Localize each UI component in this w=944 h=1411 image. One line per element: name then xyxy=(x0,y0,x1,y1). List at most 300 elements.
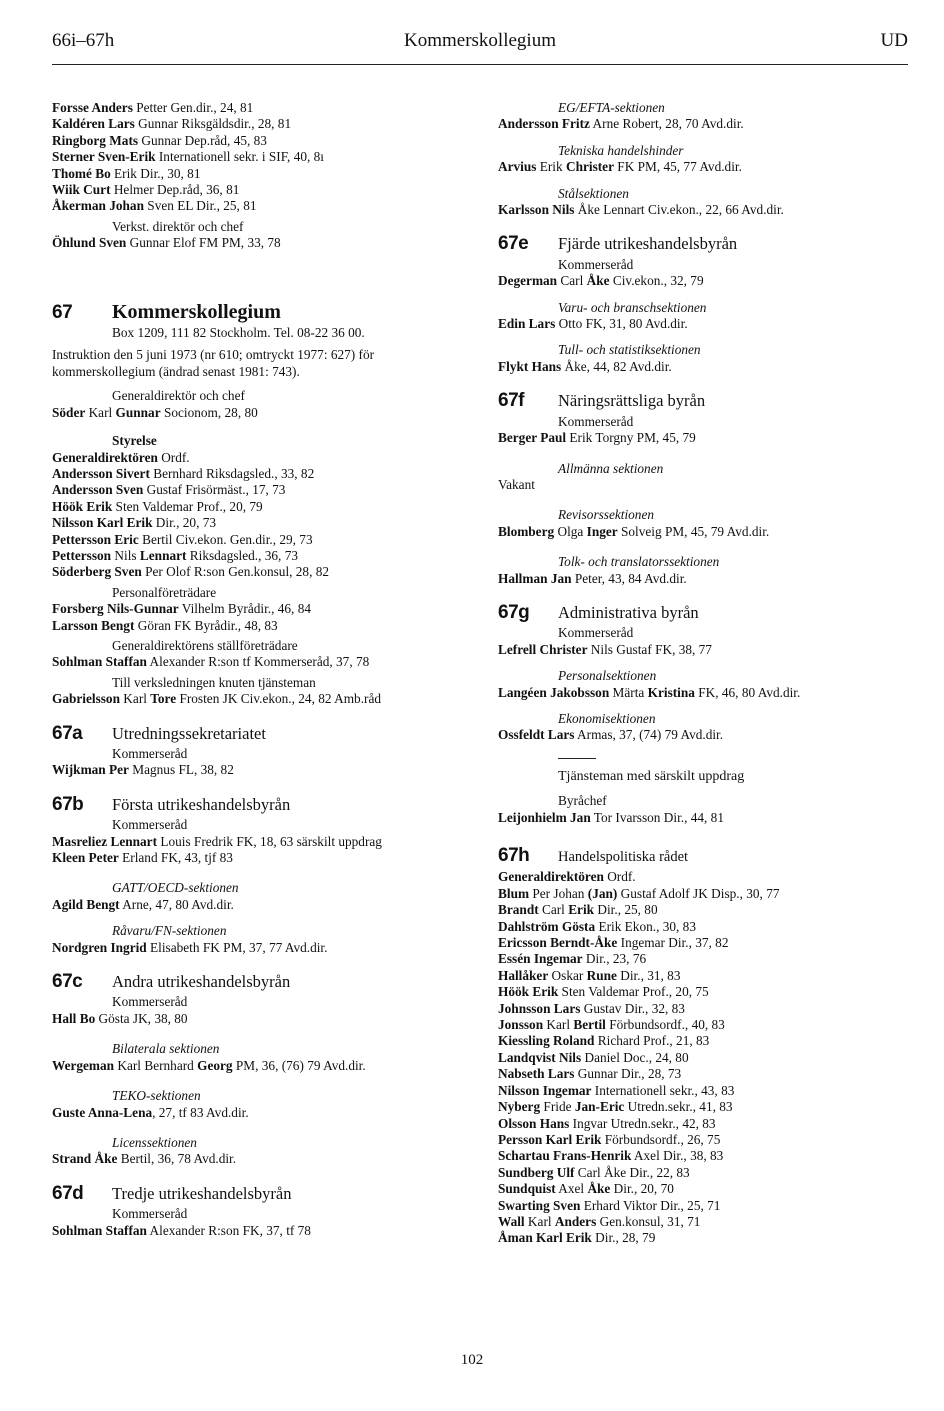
subsection-title: Bilaterala sektionen xyxy=(112,1041,220,1057)
entry-text: Internationell sekr., 43, 83 xyxy=(591,1082,735,1098)
entry-name: Wall xyxy=(498,1213,525,1229)
section-67a-heading xyxy=(52,722,470,744)
entry xyxy=(52,100,470,116)
entry-text: PM, 36, (76) 79 Avd.dir. xyxy=(232,1057,366,1073)
entry xyxy=(52,940,470,956)
entry-name: Åman Karl Erik xyxy=(498,1230,592,1246)
entry xyxy=(498,727,916,743)
entry-name: Kleen Peter xyxy=(52,850,119,866)
entry-name: Pettersson Eric xyxy=(52,531,139,547)
entry-text: Bertil, 36, 78 Avd.dir. xyxy=(117,1151,237,1167)
entry-text: FK PM, 45, 77 Avd.dir. xyxy=(613,159,742,175)
entry-name-part: (Jan) xyxy=(587,885,618,901)
entry-text: Internationell sekr. i SIF, 40, 8ı xyxy=(155,149,324,165)
entry-name: Pettersson xyxy=(52,547,112,563)
entry-text: Karl xyxy=(524,1213,555,1229)
entry-name: Thomé Bo xyxy=(52,165,111,181)
entry-name: Andersson Sven xyxy=(52,482,144,498)
entry-name: Sundberg Ulf xyxy=(498,1164,575,1180)
entry-name: Degerman xyxy=(498,273,558,289)
entry-text: Karl xyxy=(119,691,151,707)
section-title: Administrativa byrån xyxy=(558,602,699,622)
entry-text: Frosten JK Civ.ekon., 24, 82 Amb.råd xyxy=(176,691,382,707)
entry-text: Peter, 43, 84 Avd.dir. xyxy=(571,570,687,586)
entry-text: Ingvar Utredn.sekr., 42, 83 xyxy=(569,1115,716,1131)
entry-text: Gunnar Dir., 28, 73 xyxy=(574,1066,682,1082)
entry xyxy=(498,116,916,132)
entry-name: Agild Bengt xyxy=(52,896,120,912)
entry-text: Erik Ekon., 30, 83 xyxy=(595,918,696,934)
entry-text: Nils xyxy=(111,547,140,563)
entry-text: Tor Ivarsson Dir., 44, 81 xyxy=(590,809,724,825)
entry-text: Göran FK Byrådir., 48, 83 xyxy=(134,617,278,633)
entry xyxy=(52,1105,470,1121)
section-67f-heading xyxy=(498,390,916,412)
subsection-title: Varu- och branschsektionen xyxy=(558,299,707,315)
section-number: 67c xyxy=(52,971,83,993)
entry xyxy=(498,273,916,289)
entry xyxy=(498,359,916,375)
entry-name: Nilsson Ingemar xyxy=(498,1082,592,1098)
page-header xyxy=(52,30,908,56)
entry xyxy=(52,897,470,913)
entry-name: Andersson Sivert xyxy=(52,465,150,481)
entry-name: Hall Bo xyxy=(52,1010,96,1026)
entry-name: Nordgren Ingrid xyxy=(52,939,147,955)
entry-name: Swarting Sven xyxy=(498,1197,581,1213)
entry-name: Dahlström Gösta xyxy=(498,918,596,934)
entry-text: Ingemar Dir., 37, 82 xyxy=(617,935,729,951)
entry xyxy=(498,869,916,885)
entry-name: Forsberg Nils-Gunnar xyxy=(52,601,179,617)
section-title: Kommerskollegium xyxy=(112,300,281,323)
entry-name: Kiessling Roland xyxy=(498,1033,595,1049)
entry-text: Louis Fredrik FK, 18, 63 särskilt uppdrag xyxy=(157,833,382,849)
entry-name: Blum xyxy=(498,885,530,901)
entry xyxy=(52,532,470,548)
header-rule xyxy=(52,64,908,65)
section-number: 67d xyxy=(52,1182,84,1204)
entry xyxy=(498,1116,916,1132)
entry-name: Jonsson xyxy=(498,1017,544,1033)
entry-text: Civ.ekon., 32, 79 xyxy=(609,273,704,289)
role-label: Byråchef xyxy=(558,793,607,809)
entry-name-part: Georg xyxy=(197,1057,233,1073)
entry-name: Gabrielsson xyxy=(52,691,120,707)
subsection-title: EG/EFTA-sektionen xyxy=(558,100,665,115)
subsection-title: Stålsektionen xyxy=(558,185,629,201)
entry-name: Olsson Hans xyxy=(498,1115,570,1131)
entry-text: Karl Bernhard xyxy=(114,1057,198,1073)
entry-name: Wiik Curt xyxy=(52,182,111,198)
entry-name-part: Christer xyxy=(565,159,614,175)
role-label: Kommerseråd xyxy=(558,256,634,272)
section-title: Fjärde utrikeshandelsbyrån xyxy=(558,234,738,254)
entry-text: Erik Torgny PM, 45, 79 xyxy=(566,430,696,446)
entry-text: Gunnar Riksgäldsdir., 28, 81 xyxy=(134,116,292,132)
entry xyxy=(498,902,916,918)
entry-text: Ordf. xyxy=(157,449,190,465)
entry xyxy=(52,133,470,149)
entry xyxy=(498,1033,916,1049)
entry-name: Sohlman Staffan xyxy=(52,1222,147,1238)
entry-text: FK, 46, 80 Avd.dir. xyxy=(694,684,801,700)
entry xyxy=(52,450,470,466)
section-number: 67 xyxy=(52,301,73,323)
entry-name: Edin Lars xyxy=(498,316,556,332)
entry-text: Axel Dir., 38, 83 xyxy=(631,1148,724,1164)
entry xyxy=(498,1099,916,1115)
entry-name: Nabseth Lars xyxy=(498,1066,575,1082)
entry-text: Dir., 28, 79 xyxy=(591,1230,656,1246)
entry-name: Andersson Fritz xyxy=(498,116,590,132)
entry xyxy=(52,654,470,670)
entry-text: Arne Robert, 28, 70 Avd.dir. xyxy=(589,116,744,132)
section-67-heading xyxy=(52,300,470,323)
entry-text: Solveig PM, 45, 79 Avd.dir. xyxy=(617,523,770,539)
entry-text: Per Olof R:son Gen.konsul, 28, 82 xyxy=(141,564,330,580)
entry-text: Arne, 47, 80 Avd.dir. xyxy=(119,896,234,912)
entry xyxy=(498,524,916,540)
role-label: Kommerseråd xyxy=(112,817,188,833)
special-label: Tjänsteman med särskilt uppdrag xyxy=(558,768,745,784)
entry-text: Gustaf Adolf JK Disp., 30, 77 xyxy=(617,885,780,901)
entry-list xyxy=(52,450,470,581)
subsection-title: Revisorssektionen xyxy=(558,507,655,523)
entry xyxy=(498,685,916,701)
section-number: 67e xyxy=(498,233,529,255)
instruction-text: Instruktion den 5 juni 1973 (nr 610; omtryckt 1977: 627) för kommerskollegium (ändrad senast 1981: 743). xyxy=(52,347,375,379)
entry-text: Carl xyxy=(538,902,569,918)
entry-name-part: Lennart xyxy=(139,547,187,563)
entry xyxy=(498,968,916,984)
entry xyxy=(52,482,470,498)
entry-text: Bertil Civ.ekon. Gen.dir., 29, 73 xyxy=(138,531,313,547)
entry-name: Sundquist xyxy=(498,1181,556,1197)
entry xyxy=(52,691,470,707)
subsection-title: TEKO-sektionen xyxy=(112,1088,201,1104)
entry xyxy=(498,159,916,175)
entry xyxy=(52,834,470,850)
entry-text: Armas, 37, (74) 79 Avd.dir. xyxy=(574,727,724,743)
entry-text: Alexander R:son FK, 37, tf 78 xyxy=(146,1222,311,1238)
entry-text: Gustav Dir., 32, 83 xyxy=(580,1000,685,1016)
entry xyxy=(498,1214,916,1230)
entry-name: Arvius xyxy=(498,159,537,175)
section-title: Utredningssekretariatet xyxy=(112,723,266,743)
entry-text: Alexander R:son tf Kommerseråd, 37, 78 xyxy=(146,654,370,670)
entry-name: Nyberg xyxy=(498,1099,541,1115)
entry-text: Dir., 23, 76 xyxy=(582,951,647,967)
subsection-title: Tull- och statistiksektionen xyxy=(558,342,701,358)
entry-text: Gen.konsul, 31, 71 xyxy=(596,1213,701,1229)
entry xyxy=(498,1181,916,1197)
entry-text: Per Johan xyxy=(529,885,588,901)
entry-name: Sohlman Staffan xyxy=(52,654,147,670)
entry xyxy=(498,316,916,332)
entry xyxy=(52,198,470,214)
entry-name: Hallman Jan xyxy=(498,570,572,586)
entry xyxy=(52,601,470,617)
entry xyxy=(498,984,916,1000)
entry-text: Socionom, 28, 80 xyxy=(160,404,258,420)
entry-text: Axel xyxy=(555,1181,588,1197)
section-number: 67g xyxy=(498,601,530,623)
entry-text: Dir., 25, 80 xyxy=(594,902,658,918)
entry-name: Strand Åke xyxy=(52,1151,118,1167)
entry-name-part: Bertil xyxy=(573,1017,606,1033)
entry-name: Landqvist Nils xyxy=(498,1049,582,1065)
entry xyxy=(52,1011,470,1027)
entry-text: Ordf. xyxy=(603,869,636,885)
entry-text: Richard Prof., 21, 83 xyxy=(594,1033,710,1049)
subsection-title: Råvaru/FN-sektionen xyxy=(112,923,227,939)
entry-text: Fride xyxy=(540,1099,575,1115)
entry xyxy=(498,1083,916,1099)
entry xyxy=(498,886,916,902)
header-department: UD xyxy=(880,30,908,51)
entry xyxy=(498,1198,916,1214)
entry xyxy=(498,642,916,658)
role-label: Personalföreträdare xyxy=(112,584,217,600)
entry-text: Utredn.sekr., 41, 83 xyxy=(624,1099,733,1115)
section-67c-heading xyxy=(52,971,470,993)
entry-name: Öhlund Sven xyxy=(52,235,127,251)
entry-name: Generaldirektören xyxy=(498,869,604,885)
entry-list xyxy=(52,601,470,634)
entry xyxy=(52,149,470,165)
role-label: Kommerseråd xyxy=(112,994,188,1010)
entry xyxy=(498,810,916,826)
entry xyxy=(498,1230,916,1246)
section-number: 67a xyxy=(52,722,83,744)
entry-name: Larsson Bengt xyxy=(52,617,135,633)
entry-text: Helmer Dep.råd, 36, 81 xyxy=(110,182,240,198)
entry-name: Kaldéren Lars xyxy=(52,116,135,132)
role-label: Kommerseråd xyxy=(558,413,634,429)
entry-name: Guste Anna-Lena xyxy=(52,1104,153,1120)
entry-name-part: Anders xyxy=(554,1213,597,1229)
entry xyxy=(52,182,470,198)
entry-name: Flykt Hans xyxy=(498,358,562,374)
entry xyxy=(52,405,470,421)
entry-text: Sten Valdemar Prof., 20, 75 xyxy=(558,984,709,1000)
entry-text: Elisabeth FK PM, 37, 77 Avd.dir. xyxy=(146,939,328,955)
entry xyxy=(52,499,470,515)
entry-name-part: Inger xyxy=(586,523,618,539)
entry-text: Gösta JK, 38, 80 xyxy=(95,1010,188,1026)
section-title: Näringsrättsliga byrån xyxy=(558,391,706,411)
entry-text: Carl Åke Dir., 22, 83 xyxy=(574,1164,690,1180)
section-number: 67h xyxy=(498,845,530,866)
section-67e-heading xyxy=(498,233,916,255)
entry-name: Sterner Sven-Erik xyxy=(52,149,156,165)
separator-rule xyxy=(558,758,596,759)
entry-name: Blomberg xyxy=(498,523,555,539)
entry-text: Gustaf Frisörmäst., 17, 73 xyxy=(143,482,286,498)
entry-text: Karl xyxy=(85,404,116,420)
entry-text: Carl xyxy=(557,273,587,289)
entry-text: Otto FK, 31, 80 Avd.dir. xyxy=(555,316,688,332)
entry-name: Lefrell Christer xyxy=(498,641,588,657)
entry-text: Bernhard Riksdagsled., 33, 82 xyxy=(149,465,315,481)
entry-name-part: Erik xyxy=(568,902,595,918)
section-number: 67b xyxy=(52,793,84,815)
subsection-title: Licenssektionen xyxy=(112,1134,197,1150)
entry xyxy=(52,1058,470,1074)
entry-name: Berger Paul xyxy=(498,430,567,446)
entry xyxy=(52,515,470,531)
entry xyxy=(52,850,470,866)
entry-list xyxy=(498,869,916,1246)
entry-name-part: Kristina xyxy=(647,684,695,700)
entry-name: Langéen Jakobsson xyxy=(498,684,610,700)
entry-text: Olga xyxy=(554,523,587,539)
entry xyxy=(52,762,470,778)
entry-list xyxy=(52,100,470,215)
entry-text: Oskar xyxy=(548,967,587,983)
entry-text: Petter Gen.dir., 24, 81 xyxy=(132,100,254,115)
entry-text: Förbundsordf., 40, 83 xyxy=(605,1017,725,1033)
section-title: Första utrikeshandelsbyrån xyxy=(112,794,291,814)
subsection-title: Ekonomisektionen xyxy=(558,710,656,726)
entry-text: Erik xyxy=(536,159,566,175)
entry-text: Dir., 20, 70 xyxy=(610,1181,674,1197)
entry xyxy=(498,1165,916,1181)
entry-text: Magnus FL, 38, 82 xyxy=(128,762,234,778)
entry xyxy=(52,466,470,482)
subsection-title: Allmänna sektionen xyxy=(558,460,664,476)
entry-name: Ossfeldt Lars xyxy=(498,727,575,743)
entry xyxy=(52,1151,470,1167)
entry-text: Daniel Doc., 24, 80 xyxy=(581,1049,689,1065)
entry-text: Karl xyxy=(543,1017,574,1033)
entry xyxy=(498,935,916,951)
entry-list xyxy=(52,834,470,867)
entry-name: Johnsson Lars xyxy=(498,1000,581,1016)
section-67g-heading xyxy=(498,601,916,623)
section-67b-heading xyxy=(52,793,470,815)
entry xyxy=(498,571,916,587)
entry-text: Dir., 20, 73 xyxy=(152,515,217,531)
entry-name: Masreliez Lennart xyxy=(52,833,157,849)
left-column xyxy=(52,100,470,1239)
entry xyxy=(498,1001,916,1017)
entry-text: Erhard Viktor Dir., 25, 71 xyxy=(580,1197,721,1213)
entry-name: Söderberg Sven xyxy=(52,564,142,580)
entry xyxy=(498,1050,916,1066)
entry-text: Dir., 31, 83 xyxy=(616,967,681,983)
subsection-title: Personalsektionen xyxy=(558,668,657,684)
entry-name: Essén Ingemar xyxy=(498,951,583,967)
entry-text: Åke, 44, 82 Avd.dir. xyxy=(561,358,672,374)
entry-name: Åkerman Johan xyxy=(52,198,144,214)
entry xyxy=(52,548,470,564)
page-number: 102 xyxy=(460,1352,484,1368)
entry-name-part: Rune xyxy=(586,967,617,983)
entry xyxy=(498,202,916,218)
entry-name: Ringborg Mats xyxy=(52,132,139,148)
section-number: 67f xyxy=(498,390,524,412)
entry-name: Höök Erik xyxy=(498,984,559,1000)
entry xyxy=(498,1066,916,1082)
entry xyxy=(52,235,470,251)
entry-name: Wijkman Per xyxy=(52,762,129,778)
role-label: Generaldirektörens ställföreträdare xyxy=(112,637,298,653)
entry-text: Erik Dir., 30, 81 xyxy=(110,165,201,181)
entry xyxy=(498,1148,916,1164)
entry-text: Sten Valdemar Prof., 20, 79 xyxy=(112,498,263,514)
entry xyxy=(498,951,916,967)
entry-text: Gunnar Elof FM PM, 33, 78 xyxy=(126,235,281,251)
section-title: Andra utrikeshandelsbyrån xyxy=(112,972,291,992)
role-label: Kommerseråd xyxy=(112,746,188,761)
entry-name: Generaldirektören xyxy=(52,449,158,465)
subsection-title: GATT/OECD-sektionen xyxy=(112,880,239,896)
subsection-title: Tekniska handelshinder xyxy=(558,142,684,158)
entry xyxy=(52,618,470,634)
entry-text: Förbundsordf., 26, 75 xyxy=(601,1131,721,1147)
entry-text: , 27, tf 83 Avd.dir. xyxy=(152,1104,249,1120)
entry-text: Märta xyxy=(609,684,648,700)
entry-name: Ericsson Berndt-Åke xyxy=(498,935,618,951)
entry-name-part: Åke xyxy=(586,273,610,289)
entry-text: Nils Gustaf FK, 38, 77 xyxy=(587,641,712,657)
section-67h-heading xyxy=(498,845,916,866)
section-title: Tredje utrikeshandelsbyrån xyxy=(112,1183,292,1203)
entry-text: Vilhelm Byrådir., 46, 84 xyxy=(178,601,311,617)
entry-name: Leijonhielm Jan xyxy=(498,809,591,825)
right-column xyxy=(498,100,916,1247)
entry-name-part: Åke xyxy=(587,1181,611,1197)
entry xyxy=(52,564,470,580)
entry-name: Nilsson Karl Erik xyxy=(52,515,153,531)
address: Box 1209, 111 82 Stockholm. Tel. 08-22 36 00. xyxy=(112,325,365,341)
entry-name-part: Jan-Eric xyxy=(574,1099,625,1115)
header-page-range: 66i–67h xyxy=(52,30,115,51)
entry-name: Höök Erik xyxy=(52,498,113,514)
entry-text: Gunnar Dep.råd, 45, 83 xyxy=(138,132,267,148)
entry-text: Riksdagsled., 36, 73 xyxy=(186,547,298,563)
entry-name-part: Tore xyxy=(150,691,177,707)
entry xyxy=(498,1132,916,1148)
entry-text: Åke Lennart Civ.ekon., 22, 66 Avd.dir. xyxy=(574,202,784,218)
subsection-title: Tolk- och translatorssektionen xyxy=(558,554,720,570)
entry xyxy=(52,1223,470,1239)
role-label: Kommerseråd xyxy=(112,1206,188,1222)
entry-name: Wergeman xyxy=(52,1057,115,1073)
entry xyxy=(52,166,470,182)
role-label: Till verksledningen knuten tjänsteman xyxy=(112,674,316,690)
entry-text: Erland FK, 43, tjf 83 xyxy=(118,850,233,866)
entry-text: Sven EL Dir., 25, 81 xyxy=(143,198,257,214)
section-67d-heading xyxy=(52,1182,470,1204)
entry-name: Schartau Frans-Henrik xyxy=(498,1148,632,1164)
entry xyxy=(52,116,470,132)
entry-name-part: Gunnar xyxy=(115,404,161,420)
vacant-text: Vakant xyxy=(498,476,535,492)
board-label: Styrelse xyxy=(112,433,157,449)
role-label: Kommerseråd xyxy=(558,625,634,641)
role-label: Verkst. direktör och chef xyxy=(112,218,244,234)
section-title: Handelspolitiska rådet xyxy=(558,849,689,865)
role-label: Generaldirektör och chef xyxy=(112,388,245,404)
entry-name: Söder xyxy=(52,404,86,420)
entry-name: Brandt xyxy=(498,902,539,918)
entry-name: Karlsson Nils xyxy=(498,202,575,218)
entry xyxy=(498,1017,916,1033)
header-title: Kommerskollegium xyxy=(404,30,556,51)
